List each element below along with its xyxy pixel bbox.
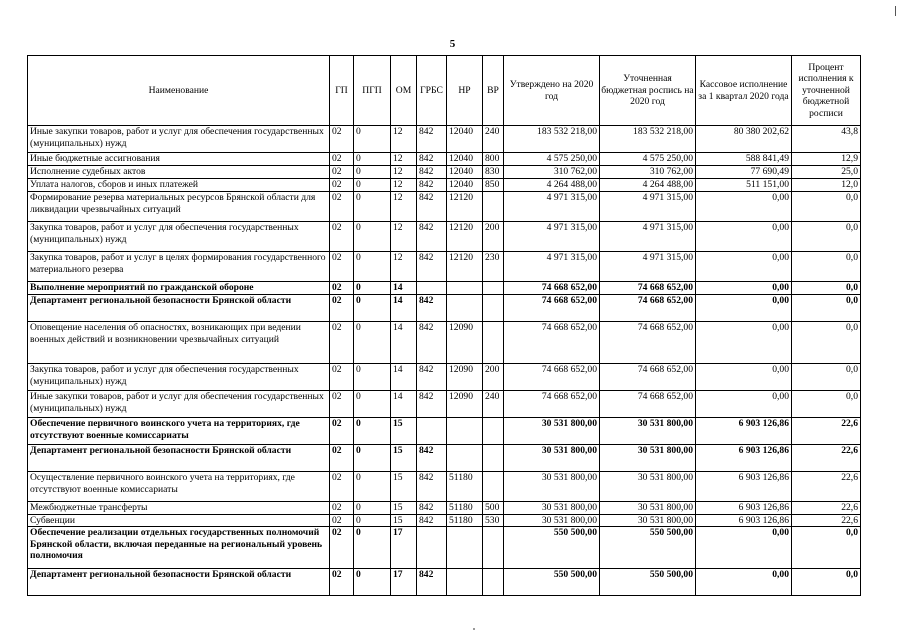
scan-dot [473,628,475,630]
cell-np: 12120 [447,192,483,222]
cell-vr [483,472,504,502]
cell-om: 12 [391,192,417,222]
cell-refined: 4 264 488,00 [600,179,696,192]
table-header-row [28,56,861,126]
cell-refined: 30 531 800,00 [600,514,696,527]
cell-grbs: 842 [417,569,447,596]
cell-cash: 0,00 [696,322,792,364]
table-row [28,222,861,252]
table-row [28,153,861,166]
cell-pgp: 0 [354,569,391,596]
cell-name: Субвенции [28,514,330,527]
cell-om: 15 [391,472,417,502]
cell-name: Уплата налогов, сборов и иных платежей [28,179,330,192]
cell-om: 12 [391,222,417,252]
cell-grbs: 842 [417,153,447,166]
cell-np: 51180 [447,472,483,502]
cell-np: 51180 [447,514,483,527]
cell-pgp: 0 [354,391,391,418]
cell-vr: 230 [483,252,504,282]
cell-gp: 02 [330,153,354,166]
cell-grbs: 842 [417,126,447,153]
cell-vr [483,192,504,222]
header-approved: Утверждено на 2020 год [504,56,600,126]
cell-percent: 0,0 [792,391,861,418]
cell-name: Исполнение судебных актов [28,166,330,179]
cell-grbs: 842 [417,472,447,502]
cell-percent: 0,0 [792,569,861,596]
cell-cash: 6 903 126,86 [696,502,792,515]
cell-approved: 550 500,00 [504,527,600,569]
cell-cash: 0,00 [696,222,792,252]
cell-vr: 200 [483,364,504,391]
cell-grbs: 842 [417,502,447,515]
cell-gp: 02 [330,445,354,472]
cell-cash: 588 841,49 [696,153,792,166]
cell-pgp: 0 [354,418,391,445]
cell-approved: 74 668 652,00 [504,322,600,364]
header-gp: ГП [330,56,354,126]
cell-pgp: 0 [354,179,391,192]
cell-grbs: 842 [417,295,447,322]
cell-om: 12 [391,153,417,166]
cell-np: 12040 [447,126,483,153]
header-percent: Процент исполнения к уточненной бюджетной росписи [792,56,861,126]
table-row [28,322,861,364]
cell-cash: 0,00 [696,364,792,391]
cell-pgp: 0 [354,222,391,252]
cell-approved: 30 531 800,00 [504,502,600,515]
cell-pgp: 0 [354,282,391,295]
cell-gp: 02 [330,222,354,252]
cell-approved: 4 971 315,00 [504,252,600,282]
cell-pgp: 0 [354,445,391,472]
cell-grbs: 842 [417,192,447,222]
header-cash: Кассовое исполнение за 1 квартал 2020 года [696,56,792,126]
cell-grbs [417,527,447,569]
table-row [28,391,861,418]
cell-cash: 0,00 [696,295,792,322]
table-row [28,418,861,445]
cell-np: 12120 [447,252,483,282]
cell-gp: 02 [330,391,354,418]
cell-om: 15 [391,502,417,515]
table-row [28,527,861,569]
cell-cash: 511 151,00 [696,179,792,192]
cell-vr [483,282,504,295]
cell-np: 12040 [447,179,483,192]
table-row [28,252,861,282]
cell-om: 12 [391,252,417,282]
cell-vr: 200 [483,222,504,252]
cell-om: 17 [391,527,417,569]
cell-percent: 22,6 [792,472,861,502]
cell-grbs: 842 [417,364,447,391]
cell-gp: 02 [330,295,354,322]
table-row [28,502,861,515]
cell-pgp: 0 [354,252,391,282]
cell-pgp: 0 [354,364,391,391]
cell-gp: 02 [330,472,354,502]
cell-pgp: 0 [354,527,391,569]
cell-pgp: 0 [354,295,391,322]
cell-cash: 6 903 126,86 [696,418,792,445]
cell-approved: 74 668 652,00 [504,282,600,295]
cell-vr: 500 [483,502,504,515]
cell-cash: 0,00 [696,252,792,282]
cell-refined: 30 531 800,00 [600,418,696,445]
cell-pgp: 0 [354,153,391,166]
cell-om: 14 [391,322,417,364]
cell-grbs: 842 [417,252,447,282]
cell-approved: 30 531 800,00 [504,514,600,527]
table-row [28,192,861,222]
cell-np [447,569,483,596]
cell-name: Закупка товаров, работ и услуг для обеспечения государственных (муниципальных) нужд [28,364,330,391]
cell-vr: 850 [483,179,504,192]
cell-om: 14 [391,295,417,322]
table-body [28,126,861,596]
cell-gp: 02 [330,527,354,569]
cell-np [447,282,483,295]
cell-vr [483,295,504,322]
cell-approved: 550 500,00 [504,569,600,596]
cell-refined: 30 531 800,00 [600,472,696,502]
cell-name: Департамент региональной безопасности Брянской области [28,445,330,472]
cell-refined: 74 668 652,00 [600,295,696,322]
cell-name: Иные бюджетные ассигнования [28,153,330,166]
cell-pgp: 0 [354,502,391,515]
cell-grbs: 842 [417,179,447,192]
cell-cash: 80 380 202,62 [696,126,792,153]
cell-vr: 830 [483,166,504,179]
cell-approved: 74 668 652,00 [504,364,600,391]
table-row [28,514,861,527]
cell-np: 12040 [447,153,483,166]
header-np: НР [447,56,483,126]
cell-vr [483,569,504,596]
cell-grbs: 842 [417,166,447,179]
header-pgp: ПГП [354,56,391,126]
cell-refined: 74 668 652,00 [600,364,696,391]
cell-cash: 0,00 [696,527,792,569]
table-row [28,126,861,153]
cell-refined: 183 532 218,00 [600,126,696,153]
cell-approved: 183 532 218,00 [504,126,600,153]
cell-gp: 02 [330,514,354,527]
cell-approved: 74 668 652,00 [504,295,600,322]
cell-grbs: 842 [417,445,447,472]
cell-percent: 0,0 [792,252,861,282]
cell-percent: 22,6 [792,502,861,515]
cell-vr [483,322,504,364]
cell-grbs: 842 [417,222,447,252]
cell-percent: 0,0 [792,295,861,322]
cell-name: Департамент региональной безопасности Брянской области [28,569,330,596]
cell-om: 12 [391,179,417,192]
cell-om: 15 [391,445,417,472]
cell-pgp: 0 [354,192,391,222]
cell-approved: 4 575 250,00 [504,153,600,166]
cell-gp: 02 [330,322,354,364]
cell-grbs [417,418,447,445]
cell-name: Иные закупки товаров, работ и услуг для обеспечения государственных (муниципальных) нужд [28,126,330,153]
cell-om: 15 [391,418,417,445]
cell-percent: 0,0 [792,322,861,364]
cell-grbs [417,282,447,295]
cell-grbs: 842 [417,391,447,418]
cell-vr: 530 [483,514,504,527]
cell-name: Закупка товаров, работ и услуг для обеспечения государственных (муниципальных) нужд [28,222,330,252]
table-row [28,472,861,502]
cell-name: Обеспечение реализации отдельных государственных полномочий Брянской области, включая переданные на региональный уровень полномочия [28,527,330,569]
cell-om: 14 [391,282,417,295]
cell-gp: 02 [330,364,354,391]
cell-np: 51180 [447,502,483,515]
cell-grbs: 842 [417,514,447,527]
cell-percent: 25,0 [792,166,861,179]
cell-om: 12 [391,126,417,153]
cell-np [447,295,483,322]
cell-gp: 02 [330,166,354,179]
cell-refined: 4 971 315,00 [600,222,696,252]
table-row [28,282,861,295]
cell-approved: 30 531 800,00 [504,445,600,472]
cell-gp: 02 [330,126,354,153]
header-vr: ВР [483,56,504,126]
table-row [28,166,861,179]
cell-cash: 77 690,49 [696,166,792,179]
cell-cash: 6 903 126,86 [696,514,792,527]
cell-gp: 02 [330,282,354,295]
cell-refined: 4 971 315,00 [600,192,696,222]
cell-om: 14 [391,364,417,391]
cell-percent: 22,6 [792,418,861,445]
cell-name: Выполнение мероприятий по гражданской обороне [28,282,330,295]
cell-name: Иные закупки товаров, работ и услуг для обеспечения государственных (муниципальных) нужд [28,391,330,418]
cell-refined: 4 971 315,00 [600,252,696,282]
cell-vr: 240 [483,126,504,153]
cell-percent: 12,0 [792,179,861,192]
page-number: 5 [449,38,456,50]
cell-pgp: 0 [354,322,391,364]
cell-cash: 6 903 126,86 [696,472,792,502]
cell-approved: 30 531 800,00 [504,418,600,445]
cell-name: Осуществление первичного воинского учета на территориях, где отсутствуют военные комиссариаты [28,472,330,502]
cell-refined: 310 762,00 [600,166,696,179]
cell-pgp: 0 [354,126,391,153]
cell-np: 12120 [447,222,483,252]
cell-percent: 0,0 [792,192,861,222]
cell-percent: 0,0 [792,364,861,391]
cell-approved: 30 531 800,00 [504,472,600,502]
cell-gp: 02 [330,569,354,596]
cell-approved: 4 971 315,00 [504,192,600,222]
table-row [28,295,861,322]
cell-refined: 30 531 800,00 [600,445,696,472]
cell-gp: 02 [330,252,354,282]
cell-percent: 22,6 [792,445,861,472]
cell-vr [483,527,504,569]
cell-np [447,527,483,569]
cell-percent: 0,0 [792,282,861,295]
cell-approved: 4 264 488,00 [504,179,600,192]
cell-gp: 02 [330,179,354,192]
cell-approved: 310 762,00 [504,166,600,179]
cell-percent: 22,6 [792,514,861,527]
cell-percent: 12,9 [792,153,861,166]
cell-np: 12040 [447,166,483,179]
header-grbs: ГРБС [417,56,447,126]
cell-name: Обеспечение первичного воинского учета на территориях, где отсутствуют военные комиссариаты [28,418,330,445]
header-refined: Уточненная бюджетная роспись на 2020 год [600,56,696,126]
cell-np [447,445,483,472]
cell-name: Департамент региональной безопасности Брянской области [28,295,330,322]
header-name: Наименование [28,56,330,126]
cell-approved: 74 668 652,00 [504,391,600,418]
cell-cash: 0,00 [696,192,792,222]
cell-refined: 74 668 652,00 [600,322,696,364]
cell-percent: 0,0 [792,222,861,252]
cell-cash: 6 903 126,86 [696,445,792,472]
cell-refined: 74 668 652,00 [600,282,696,295]
cell-refined: 550 500,00 [600,527,696,569]
cell-om: 12 [391,166,417,179]
cell-cash: 0,00 [696,391,792,418]
cell-vr: 240 [483,391,504,418]
cell-cash: 0,00 [696,569,792,596]
cell-percent: 43,8 [792,126,861,153]
cell-refined: 550 500,00 [600,569,696,596]
table-row [28,179,861,192]
table-row [28,445,861,472]
cell-vr [483,418,504,445]
cell-approved: 4 971 315,00 [504,222,600,252]
cell-vr [483,445,504,472]
cell-np [447,418,483,445]
scan-edge-mark [895,6,896,16]
cell-grbs: 842 [417,322,447,364]
cell-gp: 02 [330,502,354,515]
cell-om: 15 [391,514,417,527]
cell-gp: 02 [330,418,354,445]
budget-table [27,55,861,596]
cell-name: Межбюджетные трансферты [28,502,330,515]
cell-percent: 0,0 [792,527,861,569]
header-om: ОМ [391,56,417,126]
cell-om: 14 [391,391,417,418]
cell-refined: 4 575 250,00 [600,153,696,166]
cell-pgp: 0 [354,166,391,179]
cell-name: Формирование резерва материальных ресурсов Брянской области для ликвидации чрезвычайных ситуаций [28,192,330,222]
cell-name: Закупка товаров, работ и услуг в целях формирования государственного материального резерва [28,252,330,282]
cell-refined: 30 531 800,00 [600,502,696,515]
cell-vr: 800 [483,153,504,166]
cell-pgp: 0 [354,472,391,502]
cell-cash: 0,00 [696,282,792,295]
cell-pgp: 0 [354,514,391,527]
cell-name: Оповещение населения об опасностях, возникающих при ведении военных действий и возникновении чрезвычайных ситуаций [28,322,330,364]
cell-refined: 74 668 652,00 [600,391,696,418]
cell-om: 17 [391,569,417,596]
table-row [28,364,861,391]
cell-np: 12090 [447,364,483,391]
cell-np: 12090 [447,391,483,418]
cell-gp: 02 [330,192,354,222]
table-row [28,569,861,596]
cell-np: 12090 [447,322,483,364]
